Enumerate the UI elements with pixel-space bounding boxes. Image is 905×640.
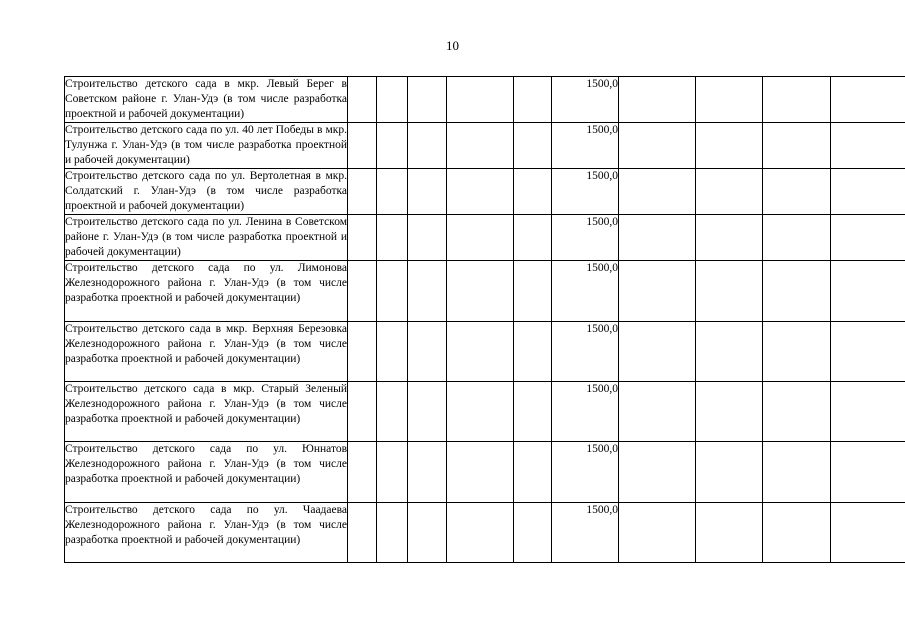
row-description: Строительство детского сада по ул. Ленина в Советском районе г. Улан-Удэ (в том числе разработка проектной и рабочей документации) xyxy=(65,215,348,261)
row-description: Строительство детского сада в мкр. Левый Берег в Советском районе г. Улан-Удэ (в том числе разработка проектной и рабочей документации) xyxy=(65,77,348,123)
table-cell xyxy=(377,123,408,169)
table-cell xyxy=(763,382,831,442)
table-cell xyxy=(348,77,377,123)
table-cell xyxy=(377,382,408,442)
table-cell xyxy=(696,169,763,215)
row-description: Строительство детского сада по ул. Юннатов Железнодорожного района г. Улан-Удэ (в том числе разработка проектной и рабочей документации) xyxy=(65,442,348,503)
table-cell xyxy=(447,215,514,261)
table-cell xyxy=(696,503,763,563)
table-cell xyxy=(377,322,408,382)
table-row xyxy=(65,442,905,503)
table-cell xyxy=(619,169,696,215)
amount-cell: 1500,0 xyxy=(552,503,619,563)
table-cell xyxy=(447,503,514,563)
table-row xyxy=(65,77,905,123)
table-cell xyxy=(408,322,447,382)
row-description: Строительство детского сада в мкр. Старый Зеленый Железнодорожного района г. Улан-Удэ (в том числе разработка проектной и рабочей документации) xyxy=(65,382,348,442)
table-cell xyxy=(831,215,905,261)
table-cell xyxy=(514,123,552,169)
table-cell xyxy=(619,261,696,322)
amount-cell: 1500,0 xyxy=(552,322,619,382)
table-cell xyxy=(696,382,763,442)
table-cell xyxy=(831,322,905,382)
row-description: Строительство детского сада в мкр. Верхняя Березовка Железнодорожного района г. Улан-Удэ (в том числе разработка проектной и рабочей документации) xyxy=(65,322,348,382)
table-cell xyxy=(831,77,905,123)
table-cell xyxy=(348,322,377,382)
table-cell xyxy=(377,261,408,322)
amount-cell: 1500,0 xyxy=(552,123,619,169)
amount-cell: 1500,0 xyxy=(552,77,619,123)
table-cell xyxy=(408,169,447,215)
table-row xyxy=(65,169,905,215)
table-cell xyxy=(377,503,408,563)
table-row xyxy=(65,382,905,442)
table-cell xyxy=(447,123,514,169)
amount-cell: 1500,0 xyxy=(552,215,619,261)
table-cell xyxy=(763,503,831,563)
table-cell xyxy=(514,215,552,261)
table-cell xyxy=(696,215,763,261)
amount-cell: 1500,0 xyxy=(552,382,619,442)
table-cell xyxy=(831,169,905,215)
table-cell xyxy=(696,261,763,322)
table-cell xyxy=(831,442,905,503)
table-cell xyxy=(447,322,514,382)
page-number: 10 xyxy=(446,38,459,53)
table-cell xyxy=(619,123,696,169)
table-cell xyxy=(763,123,831,169)
table-cell xyxy=(348,123,377,169)
table-cell xyxy=(408,261,447,322)
table-cell xyxy=(348,382,377,442)
table-cell xyxy=(763,215,831,261)
table-cell xyxy=(831,123,905,169)
table-cell xyxy=(831,261,905,322)
table-cell xyxy=(348,215,377,261)
table-cell xyxy=(447,77,514,123)
table-cell xyxy=(831,382,905,442)
table-cell xyxy=(348,169,377,215)
row-description: Строительство детского сада по ул. Чаадаева Железнодорожного района г. Улан-Удэ (в том числе разработка проектной и рабочей документации) xyxy=(65,503,348,563)
table-cell xyxy=(514,77,552,123)
amount-cell: 1500,0 xyxy=(552,169,619,215)
table-cell xyxy=(447,169,514,215)
table-cell xyxy=(377,77,408,123)
table-cell xyxy=(348,442,377,503)
table-cell xyxy=(696,322,763,382)
table-cell xyxy=(447,261,514,322)
table-cell xyxy=(831,503,905,563)
table-cell xyxy=(408,442,447,503)
table-cell xyxy=(619,382,696,442)
table-cell xyxy=(348,503,377,563)
budget-table xyxy=(64,76,905,563)
table-cell xyxy=(619,322,696,382)
table-row xyxy=(65,215,905,261)
table-row xyxy=(65,503,905,563)
table-cell xyxy=(763,442,831,503)
amount-cell: 1500,0 xyxy=(552,261,619,322)
table-cell xyxy=(763,77,831,123)
table-cell xyxy=(408,77,447,123)
table-cell xyxy=(348,261,377,322)
table-cell xyxy=(696,123,763,169)
table-cell xyxy=(514,261,552,322)
table-cell xyxy=(408,503,447,563)
table-cell xyxy=(763,261,831,322)
table-cell xyxy=(408,215,447,261)
table-row xyxy=(65,322,905,382)
table-row xyxy=(65,123,905,169)
table-cell xyxy=(514,442,552,503)
table-cell xyxy=(619,215,696,261)
table-cell xyxy=(514,322,552,382)
table-cell xyxy=(408,382,447,442)
table-cell xyxy=(377,169,408,215)
table-cell xyxy=(408,123,447,169)
table-cell xyxy=(619,77,696,123)
table-cell xyxy=(514,382,552,442)
table-cell xyxy=(763,322,831,382)
table-cell xyxy=(696,442,763,503)
table-cell xyxy=(377,215,408,261)
table-cell xyxy=(447,442,514,503)
row-description: Строительство детского сада по ул. Вертолетная в мкр. Солдатский г. Улан-Удэ (в том числе разработка проектной и рабочей документации) xyxy=(65,169,348,215)
table-row xyxy=(65,261,905,322)
table-cell xyxy=(696,77,763,123)
table-cell xyxy=(514,169,552,215)
row-description: Строительство детского сада по ул. 40 лет Победы в мкр. Тулунжа г. Улан-Удэ (в том числе разработка проектной и рабочей документации) xyxy=(65,123,348,169)
table-cell xyxy=(619,442,696,503)
table-cell xyxy=(763,169,831,215)
amount-cell: 1500,0 xyxy=(552,442,619,503)
table-cell xyxy=(514,503,552,563)
row-description: Строительство детского сада по ул. Лимонова Железнодорожного района г. Улан-Удэ (в том числе разработка проектной и рабочей документации) xyxy=(65,261,348,322)
table-cell xyxy=(619,503,696,563)
table-cell xyxy=(447,382,514,442)
table-cell xyxy=(377,442,408,503)
